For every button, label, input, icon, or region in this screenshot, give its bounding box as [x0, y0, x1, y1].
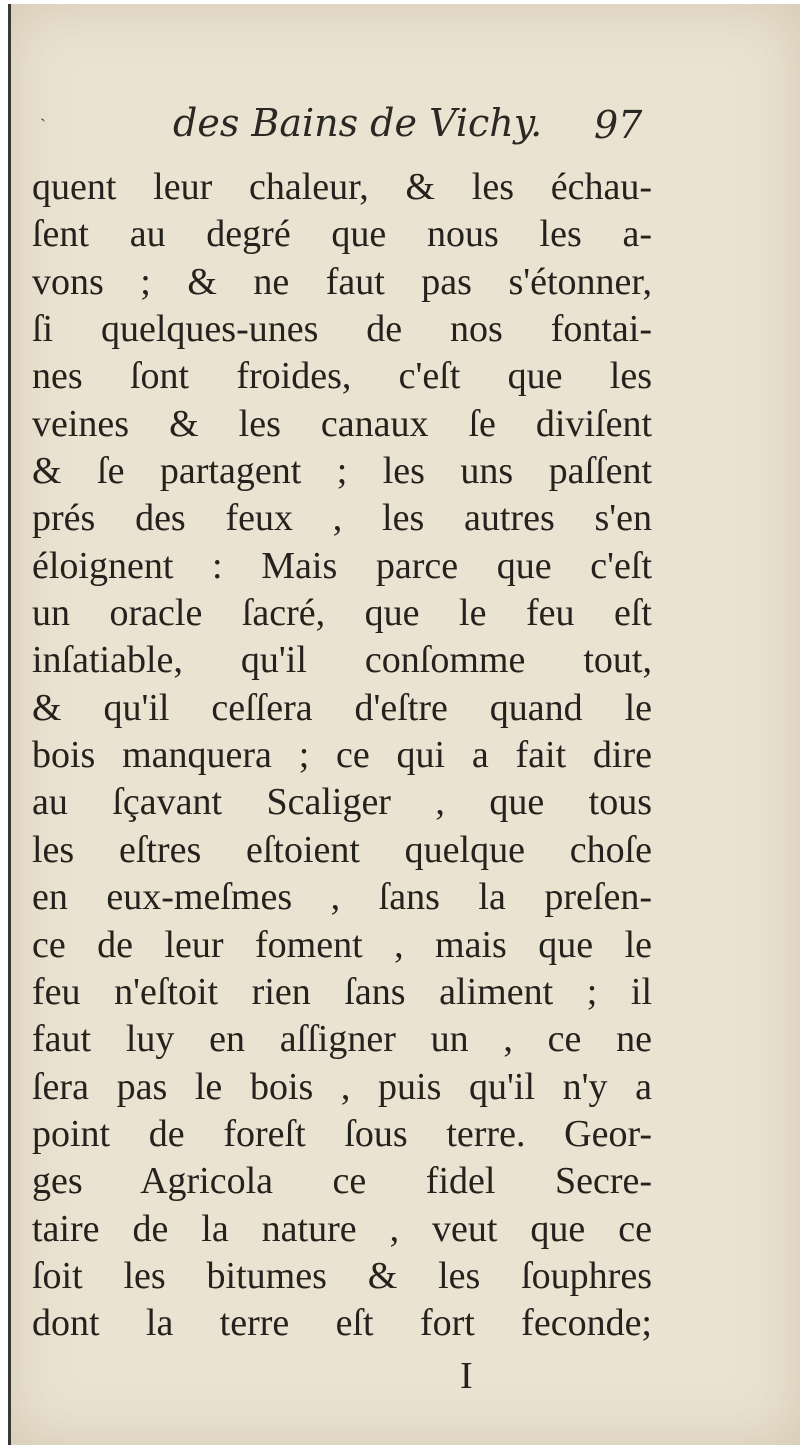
text-line: ſoit les bitumes & les ſouphres [32, 1254, 652, 1297]
text-line: ſi quelques-unes de nos fontai- [32, 308, 652, 351]
text-line: vons ; & ne faut pas s'étonner, [32, 260, 652, 303]
text-line: au ſçavant Scaliger , que tous [32, 781, 652, 824]
signature-mark: I [460, 1355, 473, 1397]
page-edge-shadow [8, 4, 11, 1445]
text-line: ges Agricola ce fidel Secre- [32, 1160, 652, 1203]
text-line: veines & les canaux ſe diviſent [32, 402, 652, 445]
body-text [32, 164, 652, 1348]
text-line: ce de leur foment , mais que le [32, 923, 652, 966]
text-line: un oracle ſacré, que le feu eſt [32, 592, 652, 635]
running-title: des Bains de Vichy. [173, 101, 543, 145]
text-line: point de foreſt ſous terre. Geor- [32, 1112, 652, 1155]
text-line: quent leur chaleur, & les échau- [32, 166, 652, 208]
text-line: taire de la nature , veut que ce [32, 1207, 652, 1250]
text-line: en eux-meſmes , ſans la preſen- [32, 876, 652, 919]
page-number: 97 [594, 103, 643, 147]
text-line: inſatiable, qu'il conſomme tout, [32, 639, 652, 682]
text-line: nes ſont froides, c'eſt que les [32, 355, 652, 398]
book-page [8, 4, 800, 1445]
text-line: & ſe partagent ; les uns paſſent [32, 450, 652, 493]
text-line: ſent au degré que nous les a- [32, 213, 652, 256]
page-header [8, 101, 800, 161]
text-line: éloignent : Mais parce que c'eſt [32, 544, 652, 587]
text-line: ſera pas le bois , puis qu'il n'y a [32, 1065, 652, 1108]
text-line: faut luy en aſſigner un , ce ne [32, 1018, 652, 1061]
text-line: les eſtres eſtoient quelque choſe [32, 828, 652, 871]
text-line: dont la terre eſt fort feconde; [32, 1302, 652, 1345]
text-line: & qu'il ceſſera d'eſtre quand le [32, 686, 652, 729]
text-line: prés des feux , les autres s'en [32, 497, 652, 540]
text-line: bois manquera ; ce qui a fait dire [32, 734, 652, 777]
text-line: feu n'eſtoit rien ſans aliment ; il [32, 970, 652, 1013]
header-mark: ˴ [40, 107, 46, 128]
